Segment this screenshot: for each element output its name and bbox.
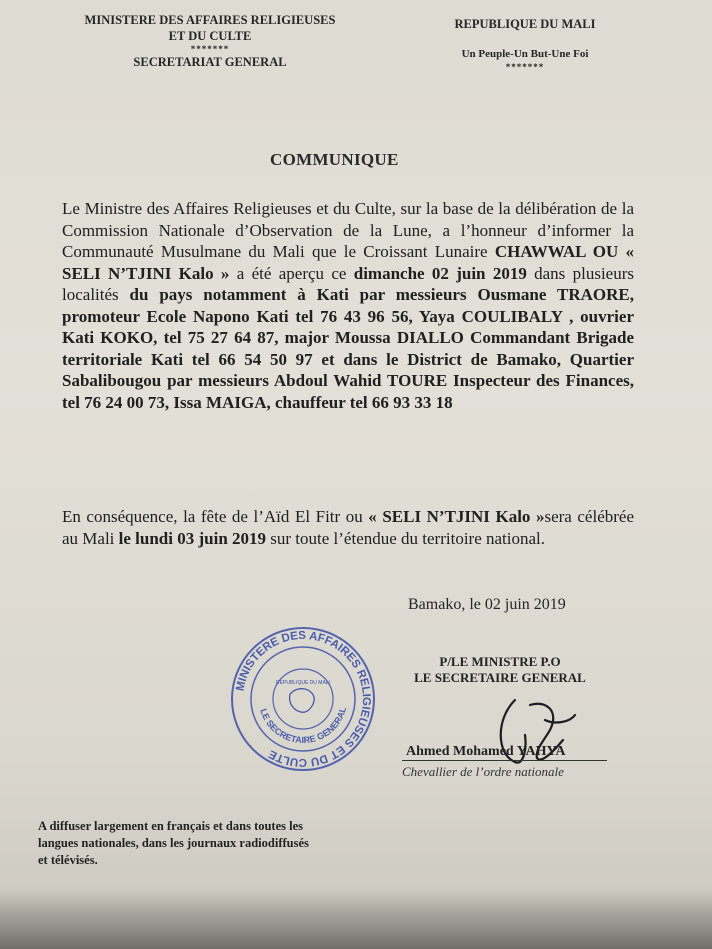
stamp-center-text: REPUBLIQUE DU MALI (276, 680, 330, 686)
p2-text-1: En conséquence, la fête de l’Aïd El Fitr ou (62, 507, 369, 526)
ministry-header (60, 12, 360, 70)
place-date: Bamako, le 02 juin 2019 (408, 596, 566, 613)
distribution-note: A diffuser largement en français et dans toutes les langues nationales, dans les journaux radiodiffusés et télévisés. (38, 819, 309, 867)
p1-text-1: Le Ministre des Affaires Religieuses et du Culte, sur la base de la délibération de la Commission Nationale d’Observation de la Lune, a l’honneur d’informer la Communauté Musulmane du Mali que le Croissant Lunaire (62, 199, 634, 261)
ministry-name-cont: ET DU CULTE (168, 29, 252, 43)
secretariat-name: SECRETARIAT GENERAL (133, 55, 287, 69)
header-stars-left: ******* (190, 44, 230, 54)
p2-feast-date: le lundi 03 juin 2019 (118, 528, 267, 548)
svg-text:LE SECRETAIRE GENERAL (258, 705, 348, 745)
official-stamp (228, 624, 378, 774)
national-motto: Un Peuple-Un But-Une Foi (461, 48, 589, 60)
stamp-emblem-icon (290, 689, 315, 713)
p1-witnesses: du pays notamment à Kati par messieurs Ousmane TRAORE, promoteur Ecole Napono Kati tel 76 43 96 56, Yaya COULIBALY , ouvrier Kati KOKO, tel 75 27 64 87, major Moussa DIALLO Commandant Brigade territoriale Kati tel 66 54 50 97 et dans le District de Bamako, Quartier Sabalibougou par messieurs Abdoul Wahid TOURE Inspecteur des Finances, tel 76 24 00 73, Issa MAIGA, chauffeur tel 66 93 33 18 (62, 285, 634, 412)
paragraph-announcement (62, 198, 634, 413)
stamp-inner-text: LE SECRETAIRE GENERAL (258, 705, 349, 746)
p2-feast-name: « SELI N’TJINI Kalo » (368, 507, 545, 526)
document-title: COMMUNIQUE (270, 150, 399, 169)
bottom-shadow (0, 889, 712, 949)
header-stars-right: ******* (505, 62, 545, 72)
republic-name: REPUBLIQUE DU MALI (454, 17, 596, 31)
p1-text-2: a été aperçu ce (229, 263, 354, 283)
p1-sighting-date: dimanche 02 juin 2019 (353, 263, 527, 283)
republic-header (405, 16, 645, 72)
p2-text-2: sera célébrée au Mali (62, 507, 634, 548)
signatory-name: Ahmed Mohamed YAHYA (406, 744, 566, 759)
p2-text-3: sur toute l’étendue du territoire national. (266, 528, 546, 548)
signatory-line2: LE SECRETAIRE GENERAL (414, 670, 586, 685)
signatory-line1: P/LE MINISTRE P.O (439, 654, 561, 669)
signatory-distinction: Chevallier de l’ordre nationale (402, 764, 564, 779)
paragraph-consequence (62, 506, 634, 549)
p1-text-3: dans plusieurs localités (62, 263, 635, 304)
stamp-outer-text: MINISTERE DES AFFAIRES RELIGIEUSES ET DU CULTE (234, 629, 373, 769)
ministry-name: MINISTERE DES AFFAIRES RELIGIEUSES (84, 13, 336, 27)
signature-underline (402, 760, 607, 761)
p1-crescent-name: CHAWWAL OU « SELI N’TJINI Kalo » (62, 242, 635, 283)
svg-text:MINISTERE DES AFFAIRES RELIGIE (234, 630, 372, 768)
